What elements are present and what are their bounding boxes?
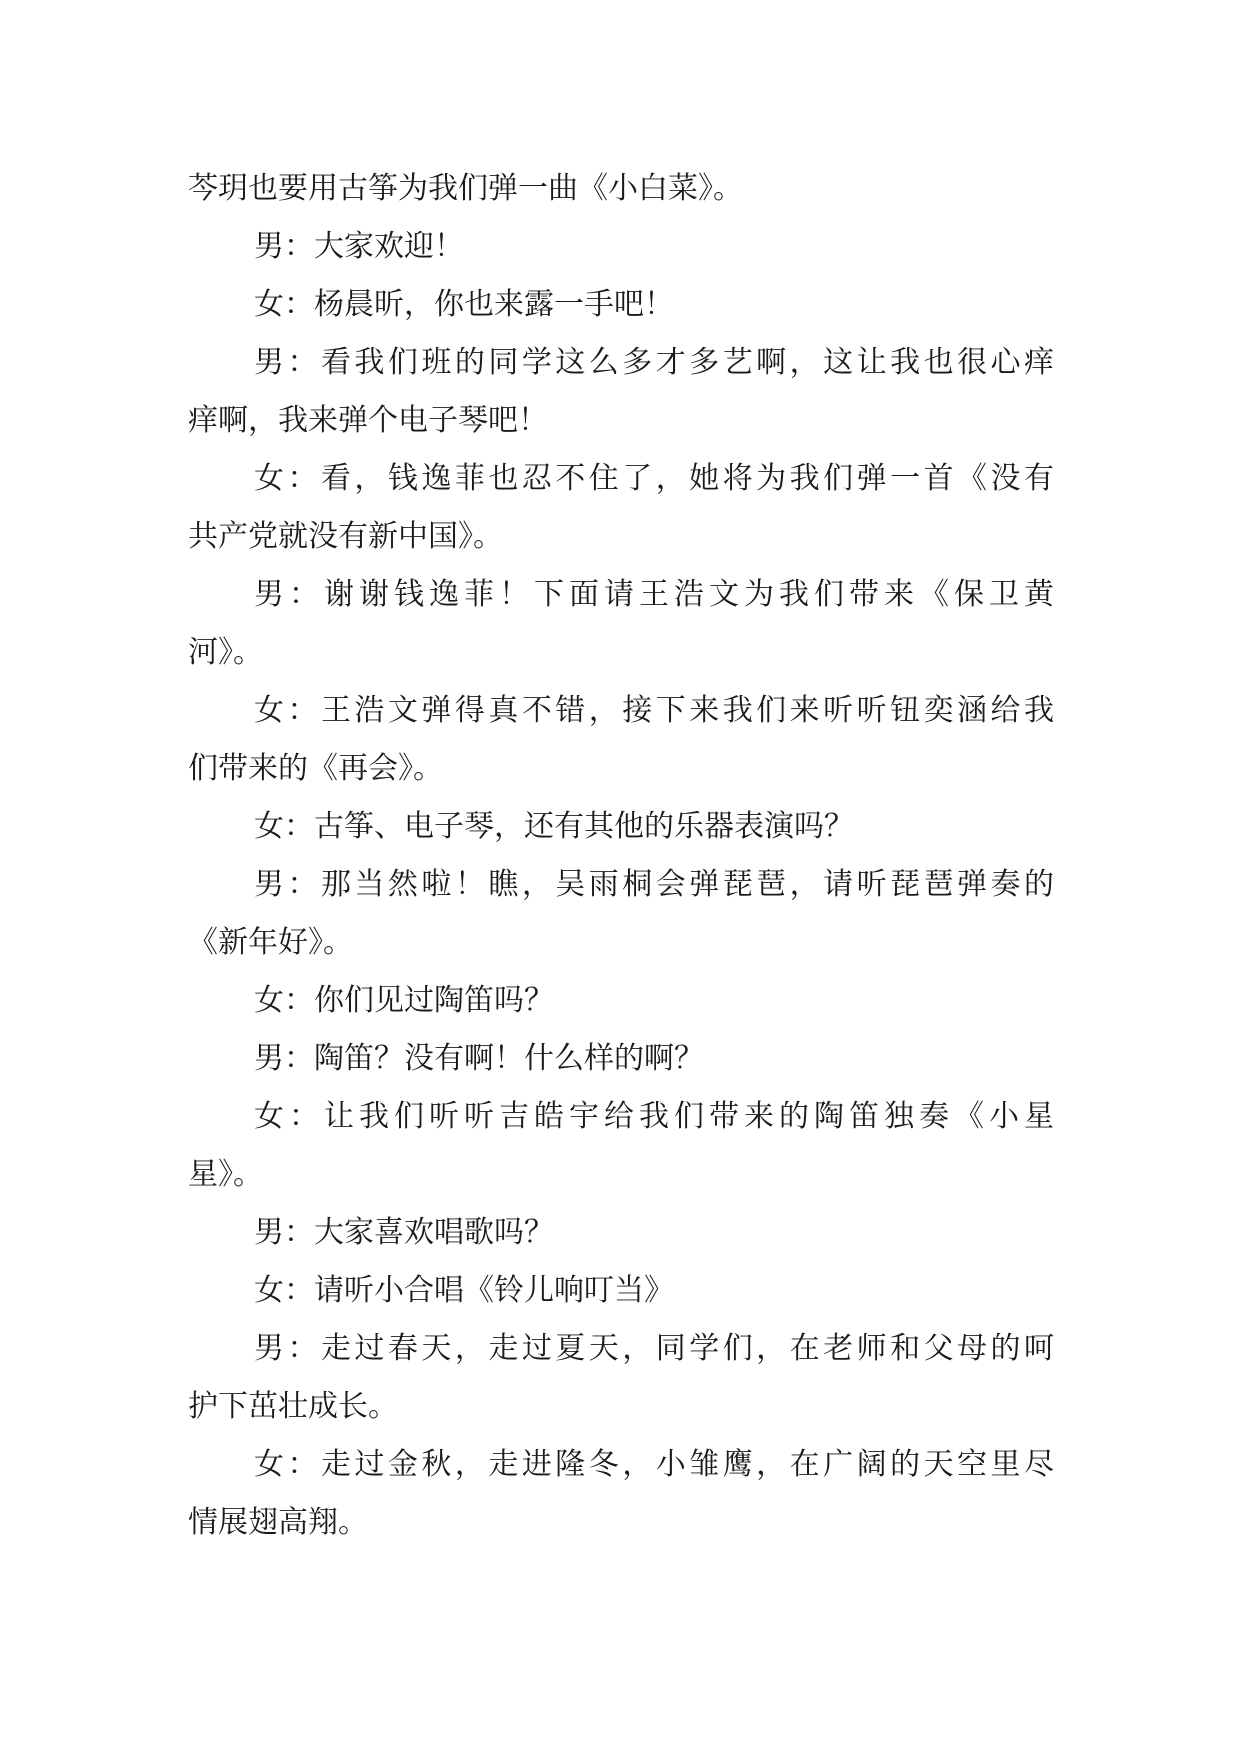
dialogue-continuation: 《新年好》。 [188, 925, 353, 960]
dialogue-continuation: 护下茁壮成长。 [188, 1389, 398, 1424]
dialogue-continuation: 河》。 [188, 635, 263, 670]
dialogue-line: 女：古筝、电子琴，还有其他的乐器表演吗？ [254, 809, 854, 844]
dialogue-continuation: 共产党就没有新中国》。 [188, 519, 503, 554]
dialogue-line: 男：走过春天，走过夏天，同学们，在老师和父母的呵 [254, 1331, 1054, 1366]
dialogue-line: 女：看，钱逸菲也忍不住了，她将为我们弹一首《没有 [254, 461, 1054, 496]
dialogue-line: 男：谢谢钱逸菲！下面请王浩文为我们带来《保卫黄 [254, 577, 1054, 612]
dialogue-continuation: 痒啊，我来弹个电子琴吧！ [188, 403, 548, 438]
dialogue-line: 男：大家喜欢唱歌吗？ [254, 1215, 554, 1250]
dialogue-line: 男：大家欢迎！ [254, 229, 464, 264]
script-body [188, 160, 1054, 1552]
dialogue-continuation: 星》。 [188, 1157, 263, 1192]
dialogue-line: 女：杨晨昕，你也来露一手吧！ [254, 287, 674, 322]
dialogue-line: 女：让我们听听吉皓宇给我们带来的陶笛独奏《小星 [254, 1099, 1054, 1134]
dialogue-line: 男：看我们班的同学这么多才多艺啊，这让我也很心痒 [254, 345, 1054, 380]
dialogue-continuation: 情展翅高翔。 [188, 1505, 368, 1540]
dialogue-line: 女：你们见过陶笛吗？ [254, 983, 554, 1018]
dialogue-continuation: 们带来的《再会》。 [188, 751, 443, 786]
dialogue-line: 女：请听小合唱《铃儿响叮当》 [254, 1273, 674, 1308]
dialogue-line: 女：王浩文弹得真不错，接下来我们来听听钮奕涵给我 [254, 693, 1054, 728]
dialogue-line: 男：那当然啦！瞧，吴雨桐会弹琵琶，请听琵琶弹奏的 [254, 867, 1054, 902]
dialogue-continuation: 芩玥也要用古筝为我们弹一曲《小白菜》。 [188, 171, 743, 206]
dialogue-line: 男：陶笛？没有啊！什么样的啊？ [254, 1041, 704, 1076]
dialogue-line: 女：走过金秋，走进隆冬，小雏鹰，在广阔的天空里尽 [254, 1447, 1054, 1482]
